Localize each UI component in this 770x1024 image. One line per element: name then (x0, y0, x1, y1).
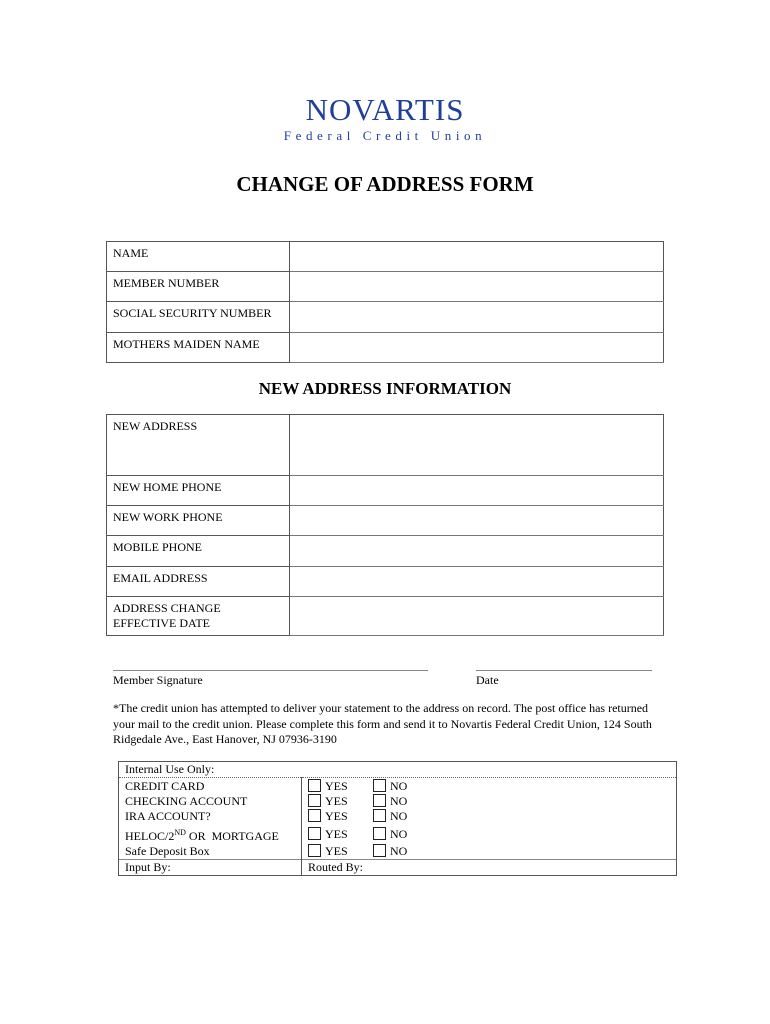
label-mobile-phone: MOBILE PHONE (107, 536, 290, 567)
label-ssn: SOCIAL SECURITY NUMBER (107, 302, 290, 333)
heloc-no-checkbox[interactable] (373, 827, 386, 840)
label-work-phone: NEW WORK PHONE (107, 506, 290, 536)
section-title: NEW ADDRESS INFORMATION (258, 379, 512, 398)
internal-use-table: Internal Use Only: CREDIT CARD YES NO CHECKING ACCOUNT YES NO IRA ACCOUNT? YES NO HELOC/2ND OR MORTGAGE YES NO Safe Deposit Box YES NO Input By: Routed By: (118, 761, 677, 876)
return-mail-note: *The credit union has attempted to deliver your statement to the address on record. The post office has returned your mail to the credit union. Please complete this form and send it to Novartis Federal Credit Union, 124 South Ridgedale Ave., East Hanover, NJ 07936-3190 (113, 701, 652, 746)
checking-yes-checkbox[interactable] (308, 794, 321, 807)
member-signature-label: Member Signature (113, 673, 203, 687)
ssn-field[interactable] (290, 302, 664, 333)
date-label: Date (476, 673, 499, 687)
email-field[interactable] (290, 567, 664, 597)
logo-subtitle: Federal Credit Union (283, 128, 487, 143)
credit-card-no-checkbox[interactable] (373, 779, 386, 792)
routed-by-label: Routed By: (302, 859, 677, 875)
form-title: CHANGE OF ADDRESS FORM (236, 172, 534, 196)
label-effective-date: ADDRESS CHANGE EFFECTIVE DATE (107, 597, 290, 636)
new-address-field[interactable] (290, 415, 664, 476)
label-new-address: NEW ADDRESS (107, 415, 290, 476)
input-by-label: Input By: (119, 859, 302, 875)
home-phone-field[interactable] (290, 476, 664, 506)
logo-name: NOVARTIS (305, 92, 465, 127)
mobile-phone-field[interactable] (290, 536, 664, 567)
safe-deposit-no-checkbox[interactable] (373, 844, 386, 857)
row-ira: IRA ACCOUNT? (119, 809, 302, 824)
internal-use-header: Internal Use Only: (119, 762, 677, 778)
ira-yes-checkbox[interactable] (308, 809, 321, 822)
row-safe-deposit: Safe Deposit Box (119, 844, 302, 860)
member-info-table (106, 241, 664, 363)
label-member-number: MEMBER NUMBER (107, 272, 290, 302)
label-maiden-name: MOTHERS MAIDEN NAME (107, 333, 290, 363)
member-number-field[interactable] (290, 272, 664, 302)
heloc-yes-checkbox[interactable] (308, 827, 321, 840)
name-field[interactable] (290, 242, 664, 272)
date-line[interactable] (476, 670, 652, 671)
label-name: NAME (107, 242, 290, 272)
new-address-table (106, 414, 664, 636)
ira-no-checkbox[interactable] (373, 809, 386, 822)
label-email: EMAIL ADDRESS (107, 567, 290, 597)
effective-date-field[interactable] (290, 597, 664, 636)
row-credit-card: CREDIT CARD (119, 778, 302, 794)
safe-deposit-yes-checkbox[interactable] (308, 844, 321, 857)
maiden-name-field[interactable] (290, 333, 664, 363)
credit-card-yes-checkbox[interactable] (308, 779, 321, 792)
label-home-phone: NEW HOME PHONE (107, 476, 290, 506)
work-phone-field[interactable] (290, 506, 664, 536)
row-heloc: HELOC/2ND OR MORTGAGE (119, 825, 302, 844)
member-signature-line[interactable] (113, 670, 428, 671)
row-checking: CHECKING ACCOUNT (119, 794, 302, 809)
checking-no-checkbox[interactable] (373, 794, 386, 807)
